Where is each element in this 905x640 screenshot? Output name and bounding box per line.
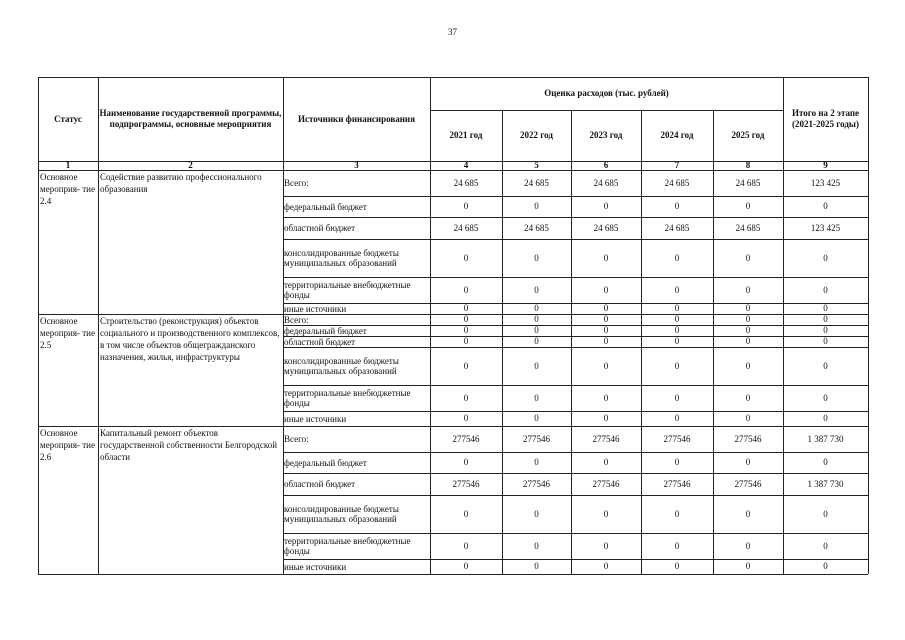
amount-cell: 0: [823, 392, 828, 403]
amount-cell: 24 685: [593, 222, 619, 233]
amount-cell: 277546: [734, 433, 762, 444]
table-border: [38, 77, 868, 78]
funding-source: областной бюджет: [284, 336, 356, 347]
amount-cell: 277546: [523, 478, 550, 489]
amount-cell: 0: [603, 284, 609, 295]
amount-cell: 0: [823, 303, 828, 313]
table-border: [502, 110, 503, 170]
table-border: [571, 110, 572, 170]
amount-cell: 277546: [734, 478, 762, 489]
amount-cell: 0: [823, 508, 828, 519]
column-number: 1: [65, 160, 71, 170]
amount-cell: 0: [823, 325, 828, 335]
table-border: [98, 426, 99, 574]
amount-cell: 0: [534, 284, 539, 295]
amount-cell: 0: [534, 360, 539, 371]
table-border: [502, 170, 503, 314]
amount-cell: 0: [674, 252, 680, 263]
amount-cell: 0: [674, 561, 680, 571]
table-border: [641, 426, 642, 574]
column-number: 5: [534, 160, 539, 170]
table-border: [571, 426, 572, 574]
column-number: 4: [463, 160, 469, 170]
amount-cell: 24 685: [664, 222, 690, 233]
amount-cell: 0: [674, 201, 680, 211]
funding-source: Всего:: [284, 314, 309, 325]
amount-cell: 0: [534, 325, 539, 335]
amount-cell: 0: [745, 360, 751, 371]
amount-cell: 277546: [592, 478, 620, 489]
table-border: [38, 574, 868, 575]
funding-source: федеральный бюджет: [284, 201, 367, 212]
table-border: [502, 314, 503, 426]
table-border: [98, 77, 99, 170]
table-border: [713, 170, 714, 314]
table-border: [713, 426, 714, 574]
table-border: [713, 110, 714, 170]
column-number: 3: [354, 160, 359, 170]
header-status: Статус: [54, 113, 82, 124]
table-border: [430, 110, 783, 111]
amount-cell: 24 685: [735, 177, 761, 188]
amount-cell: 0: [745, 561, 751, 571]
amount-cell: 0: [463, 325, 469, 335]
funding-source: иные источники: [284, 303, 347, 314]
amount-cell: 0: [463, 392, 469, 403]
amount-cell: 0: [823, 252, 828, 263]
column-number: 2: [188, 160, 193, 170]
amount-cell: 0: [745, 457, 751, 467]
table-border: [502, 426, 503, 574]
amount-cell: 277546: [592, 433, 620, 444]
header-year: 2021 год: [449, 130, 483, 140]
header-total: Итого на 2 этапе (2021-2025 годы): [791, 108, 860, 129]
header-year: 2025 год: [731, 130, 765, 140]
amount-cell: 0: [534, 413, 539, 423]
table-border: [430, 77, 431, 170]
table-border: [430, 170, 431, 314]
amount-cell: 0: [463, 457, 469, 467]
amount-cell: 123 425: [810, 177, 841, 188]
table-border: [430, 426, 431, 574]
amount-cell: 0: [603, 314, 609, 324]
measure-name: Капитальный ремонт объектов государственной собственности Белгородской области: [100, 428, 278, 462]
amount-cell: 0: [674, 284, 680, 295]
amount-cell: 0: [603, 392, 609, 403]
funding-source: иные источники: [284, 561, 347, 572]
amount-cell: 1 387 730: [807, 478, 844, 489]
amount-cell: 0: [674, 336, 680, 346]
amount-cell: 0: [463, 413, 469, 423]
table-border: [868, 77, 869, 170]
amount-cell: 24 685: [453, 177, 479, 188]
amount-cell: 0: [674, 413, 680, 423]
table-border: [783, 170, 784, 314]
funding-source: консолидированные бюджеты муниципальных образований: [284, 248, 399, 268]
amount-cell: 0: [674, 303, 680, 313]
table-border: [283, 77, 284, 170]
table-border: [783, 314, 784, 426]
amount-cell: 0: [674, 508, 680, 519]
table-border: [38, 426, 39, 574]
column-number: 6: [603, 160, 609, 170]
funding-source: территориальные внебюджетные фонды: [284, 280, 411, 300]
amount-cell: 0: [463, 360, 469, 371]
amount-cell: 0: [823, 540, 828, 551]
header-name: Наименование государственной программы, подпрограммы, основные мероприятия: [99, 108, 282, 129]
table-border: [868, 314, 869, 426]
amount-cell: 0: [745, 201, 751, 211]
amount-cell: 123 425: [810, 222, 841, 233]
amount-cell: 0: [745, 252, 751, 263]
measure-status: Основное мероприя- тие 2.5: [40, 316, 95, 350]
amount-cell: 0: [745, 392, 751, 403]
table-border: [38, 314, 39, 426]
amount-cell: 0: [534, 314, 539, 324]
amount-cell: 0: [674, 540, 680, 551]
funding-source: консолидированные бюджеты муниципальных образований: [284, 504, 399, 524]
amount-cell: 0: [674, 314, 680, 324]
amount-cell: 0: [603, 201, 609, 211]
table-border: [641, 170, 642, 314]
amount-cell: 0: [823, 284, 828, 295]
amount-cell: 0: [745, 325, 751, 335]
amount-cell: 0: [674, 457, 680, 467]
measure-name: Строительство (реконструкция) объектов социального и производственного комплексов, в том числе объектов общегражданского назначения, жилья, инфраструктуры: [100, 316, 280, 362]
measure-status: Основное мероприя- тие 2.6: [40, 428, 95, 462]
column-number: 8: [745, 160, 751, 170]
amount-cell: 0: [603, 303, 609, 313]
amount-cell: 277546: [452, 433, 480, 444]
funding-source: федеральный бюджет: [284, 325, 367, 336]
amount-cell: 0: [463, 561, 469, 571]
table-border: [641, 314, 642, 426]
amount-cell: 0: [823, 561, 828, 571]
header-sources: Источники финансирования: [298, 113, 415, 124]
amount-cell: 277546: [663, 478, 691, 489]
funding-source: федеральный бюджет: [284, 457, 367, 468]
amount-cell: 0: [463, 540, 469, 551]
header-year: 2023 год: [589, 130, 623, 140]
amount-cell: 0: [745, 336, 751, 346]
amount-cell: 0: [823, 360, 828, 371]
header-year: 2022 год: [520, 130, 553, 140]
amount-cell: 0: [823, 201, 828, 211]
amount-cell: 0: [463, 508, 469, 519]
table-border: [283, 426, 284, 574]
amount-cell: 0: [603, 540, 609, 551]
table-border: [713, 314, 714, 426]
funding-source: областной бюджет: [284, 479, 356, 489]
amount-cell: 0: [823, 314, 828, 324]
amount-cell: 0: [823, 413, 828, 423]
table-border: [98, 314, 99, 426]
amount-cell: 24 685: [524, 177, 549, 188]
table-border: [783, 426, 784, 574]
amount-cell: 0: [534, 457, 539, 467]
amount-cell: 0: [674, 360, 680, 371]
table-border: [571, 170, 572, 314]
funding-source: территориальные внебюджетные фонды: [284, 536, 411, 556]
measure-status: Основное мероприя- тие 2.4: [40, 172, 95, 206]
amount-cell: 0: [603, 336, 609, 346]
amount-cell: 0: [534, 540, 539, 551]
expenditure-table: [38, 77, 868, 610]
amount-cell: 0: [603, 561, 609, 571]
amount-cell: 0: [534, 303, 539, 313]
amount-cell: 0: [745, 314, 751, 324]
amount-cell: 0: [534, 392, 539, 403]
measure-name: Содействие развитию профессионального образования: [100, 172, 262, 194]
amount-cell: 24 685: [664, 177, 690, 188]
header-year: 2024 год: [660, 130, 694, 140]
table-border: [283, 170, 284, 314]
table-border: [641, 110, 642, 170]
amount-cell: 277546: [663, 433, 691, 444]
column-number: 7: [674, 160, 680, 170]
amount-cell: 24 685: [524, 222, 549, 233]
table-border: [38, 161, 868, 162]
amount-cell: 0: [534, 201, 539, 211]
amount-cell: 0: [603, 360, 609, 371]
amount-cell: 0: [463, 201, 469, 211]
amount-cell: 0: [745, 413, 751, 423]
amount-cell: 0: [463, 252, 469, 263]
amount-cell: 0: [603, 413, 609, 423]
amount-cell: 0: [463, 314, 469, 324]
amount-cell: 24 685: [735, 222, 761, 233]
table-border: [868, 170, 869, 314]
page-number: 37: [448, 27, 457, 37]
amount-cell: 0: [463, 303, 469, 313]
amount-cell: 0: [674, 325, 680, 335]
table-border: [283, 314, 284, 426]
funding-source: Всего:: [284, 434, 309, 444]
header-estimate: Оценка расходов (тыс. рублей): [544, 88, 669, 98]
amount-cell: 0: [534, 561, 539, 571]
funding-source: консолидированные бюджеты муниципальных образований: [284, 356, 399, 376]
amount-cell: 0: [823, 336, 828, 346]
amount-cell: 277546: [523, 433, 550, 444]
amount-cell: 0: [603, 252, 609, 263]
amount-cell: 0: [534, 252, 539, 263]
table-border: [868, 426, 869, 574]
funding-source: территориальные внебюджетные фонды: [284, 388, 411, 408]
table-border: [430, 314, 431, 426]
amount-cell: 0: [603, 325, 609, 335]
amount-cell: 0: [745, 303, 751, 313]
amount-cell: 0: [463, 336, 469, 346]
amount-cell: 0: [823, 457, 828, 467]
table-border: [783, 77, 784, 170]
amount-cell: 0: [745, 284, 751, 295]
funding-source: иные источники: [284, 413, 347, 424]
amount-cell: 1 387 730: [807, 433, 844, 444]
column-number: 9: [823, 160, 828, 170]
amount-cell: 0: [463, 284, 469, 295]
amount-cell: 24 685: [453, 222, 479, 233]
amount-cell: 24 685: [593, 177, 619, 188]
table-border: [38, 170, 39, 314]
amount-cell: 0: [534, 336, 539, 346]
table-border: [98, 170, 99, 314]
amount-cell: 0: [603, 457, 609, 467]
table-border: [38, 77, 39, 170]
amount-cell: 0: [534, 508, 539, 519]
amount-cell: 277546: [452, 478, 480, 489]
amount-cell: 0: [745, 540, 751, 551]
funding-source: Всего:: [284, 178, 309, 188]
funding-source: областной бюджет: [284, 223, 356, 233]
amount-cell: 0: [674, 392, 680, 403]
table-border: [571, 314, 572, 426]
amount-cell: 0: [745, 508, 751, 519]
amount-cell: 0: [603, 508, 609, 519]
